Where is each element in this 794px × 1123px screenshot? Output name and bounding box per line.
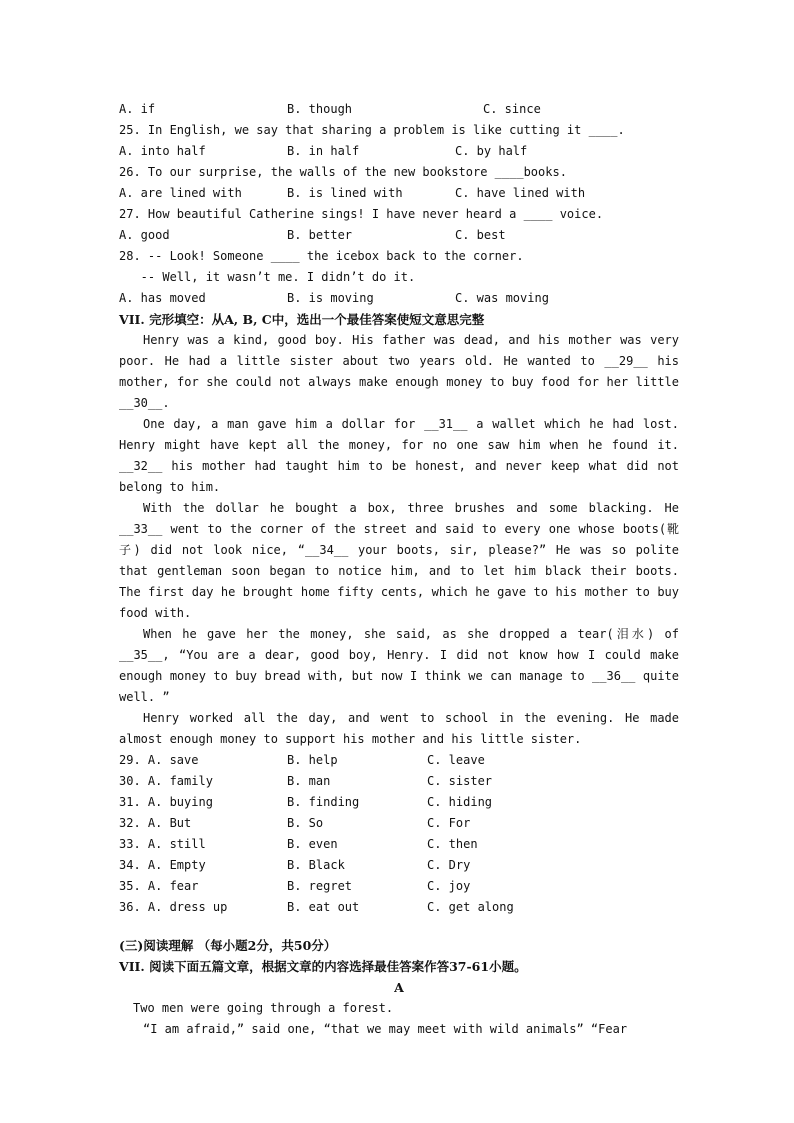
option-a: A. if [119,102,156,116]
cloze-paragraph-5: Henry worked all the day, and went to school in the evening. He made almost enough money to support his mother and his little sister. [119,711,679,746]
option-b: B. So [287,816,324,830]
option-b: B. is moving [287,291,374,305]
cloze-paragraph-4: When he gave her the money, she said, as she dropped a tear(泪水) of __35__, “You are a dear, good boy, Henry. I did not know how I could make enough money to buy bread with, but now I think we can manage to __36__ quite well. ” [119,627,679,704]
cloze-option-row [119,897,679,918]
option-c: C. For [427,816,471,830]
q24-options [119,99,679,120]
option-c: C. Dry [427,858,471,872]
option-b: B. though [287,102,353,116]
passage-line-1: Two men were going through a forest. [133,1001,394,1015]
cloze-option-row [119,876,679,897]
option-a: 35. A. fear [119,879,199,893]
q26-stem: 26. To our surprise, the walls of the new bookstore ____books. [119,165,567,179]
option-c: C. was moving [455,291,549,305]
q26-options [119,183,679,204]
option-c: C. by half [455,144,528,158]
cloze-option-row [119,771,679,792]
passage-line-2: “I am afraid,” said one, “that we may meet with wild animals” “Fear [143,1022,628,1036]
option-b: B. even [287,837,338,851]
q27-options [119,225,679,246]
option-a: 36. A. dress up [119,900,228,914]
option-c: C. then [427,837,478,851]
cloze-option-row [119,834,679,855]
option-a: A. are lined with [119,186,242,200]
q28-stem: 28. -- Look! Someone ____ the icebox back to the corner. [119,249,524,263]
q25-stem: 25. In English, we say that sharing a problem is like cutting it ____. [119,123,625,137]
option-b: B. Black [287,858,345,872]
cloze-paragraph-2: One day, a man gave him a dollar for __31__ a wallet which he had lost. Henry might have kept all the money, for no one saw him when he found it. __32__ his mother had taught him to be honest, and never keep what did not belong to him. [119,417,679,494]
cloze-option-row [119,855,679,876]
option-b: B. regret [287,879,353,893]
cloze-paragraph-3: With the dollar he bought a box, three brushes and some blacking. He __33__ went to the corner of the street and said to every one whose boots(靴子) did not look nice, “__34__ your boots, sir, please?” He was so polite that gentleman soon began to notice him, and to let him black their boots. The first day he brought home fifty cents, which he gave to his mother to buy food with. [119,501,679,620]
option-c: C. joy [427,879,471,893]
option-c: C. best [455,228,506,242]
option-b: B. is lined with [287,186,403,200]
option-c: C. have lined with [455,186,586,200]
option-c: C. leave [427,753,485,767]
option-a: A. has moved [119,291,206,305]
cloze-option-row [119,813,679,834]
cloze-heading: VII. 完形填空：从A, B, C中，选出一个最佳答案使短文意思完整 [119,312,485,327]
option-b: B. in half [287,144,360,158]
option-b: B. finding [287,795,360,809]
option-a: 29. A. save [119,753,199,767]
q28-reply: -- Well, it wasn’t me. I didn’t do it. [119,270,416,284]
option-a: A. into half [119,144,206,158]
passage-label: A [394,980,404,995]
option-b: B. man [287,774,331,788]
reading-section-title: (三)阅读理解 （每小题2分，共50分） [119,938,337,953]
cloze-option-row [119,792,679,813]
option-a: 31. A. buying [119,795,213,809]
option-c: C. get along [427,900,514,914]
q25-options [119,141,679,162]
spacer [119,918,679,935]
option-a: A. good [119,228,170,242]
option-b: B. better [287,228,353,242]
cloze-option-row [119,750,679,771]
option-a: 33. A. still [119,837,206,851]
option-a: 34. A. Empty [119,858,206,872]
option-c: C. hiding [427,795,493,809]
cloze-paragraph-1: Henry was a kind, good boy. His father was dead, and his mother was very poor. He had a little sister about two years old. He wanted to __29__ his mother, for she could not always make enough money to buy food for her little __30__. [119,333,679,410]
exam-page [119,99,679,1040]
option-a: 32. A. But [119,816,192,830]
option-a: 30. A. family [119,774,213,788]
option-b: B. eat out [287,900,360,914]
reading-heading: VII. 阅读下面五篇文章，根据文章的内容选择最佳答案作答37-61小题。 [119,959,527,974]
option-c: C. since [483,102,541,116]
option-b: B. help [287,753,338,767]
q28-options [119,288,679,309]
option-c: C. sister [427,774,493,788]
q27-stem: 27. How beautiful Catherine sings! I have never heard a ____ voice. [119,207,604,221]
